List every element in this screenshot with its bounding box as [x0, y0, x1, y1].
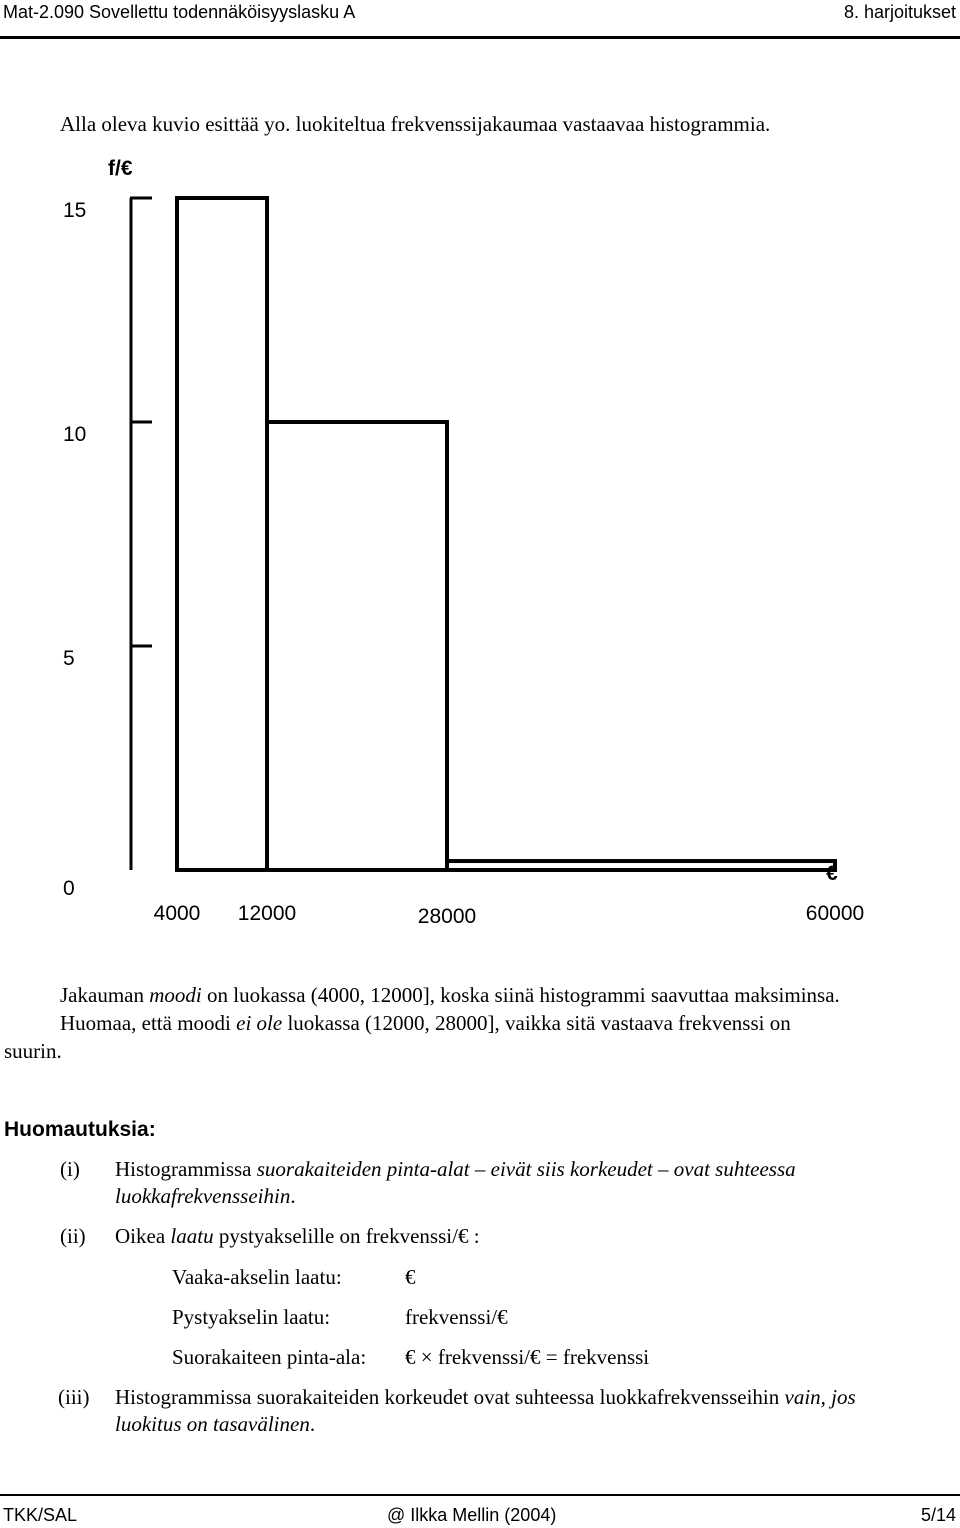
x-axis-title: € — [826, 862, 838, 885]
intro-text: Alla oleva kuvio esittää yo. luokiteltua frekvenssijakaumaa vastaavaa histogrammia. — [60, 112, 771, 136]
y-axis-title: f/€ — [108, 157, 133, 180]
remark-3-italic-cont: luokitus on tasavälinen — [115, 1412, 310, 1436]
term-jos: jos — [831, 1385, 856, 1409]
quality-row-area-label: Suorakaiteen pinta-ala: — [172, 1345, 367, 1369]
footer-page-number: 5/14 — [920, 1505, 956, 1525]
x-tick-label-60000: 60000 — [805, 902, 865, 925]
remark-3-mid: , — [820, 1385, 832, 1409]
remark-2-post: pystyakselille on frekvenssi/€ : — [213, 1224, 480, 1248]
header-rule — [0, 36, 960, 39]
histogram-chart — [0, 140, 960, 940]
header-exercise-title: 8. harjoitukset — [843, 2, 956, 22]
remarks-heading: Huomautuksia: — [4, 1118, 156, 1141]
mode-paragraph-line1 — [60, 983, 840, 1008]
y-tick-label-10: 10 — [63, 423, 87, 446]
remark-1-post: . — [290, 1184, 296, 1208]
remark-2-number: (ii) — [60, 1224, 86, 1248]
remark-3-number: (iii) — [58, 1385, 90, 1409]
x-tick-label-4000: 4000 — [153, 902, 201, 925]
remark-3-line2 — [115, 1412, 315, 1437]
quality-row-horizontal-label: Vaaka-akselin laatu: — [172, 1265, 342, 1289]
remark-2-line1 — [115, 1224, 480, 1249]
footer-rule — [0, 1494, 960, 1496]
histogram-bar-3 — [447, 861, 835, 870]
remark-3-line1 — [115, 1385, 856, 1410]
remark-1-line2 — [115, 1184, 296, 1209]
y-tick-label-15: 15 — [63, 199, 87, 222]
line2-post: luokassa (12000, 28000], vaikka sitä vastaava frekvenssi on — [282, 1011, 791, 1035]
term-moodi: moodi — [149, 983, 202, 1007]
x-tick-label-28000: 28000 — [417, 905, 477, 928]
line1-post: on luokassa (4000, 12000], koska siinä histogrammi saavuttaa maksiminsa. — [201, 983, 840, 1007]
remark-1-italic: suorakaiteiden pinta-alat – eivät siis korkeudet – ovat suhteessa — [256, 1157, 796, 1181]
term-vain: vain — [784, 1385, 821, 1409]
remark-1-line1 — [115, 1157, 796, 1182]
quality-row-vertical-label: Pystyakselin laatu: — [172, 1305, 331, 1329]
quality-row-horizontal-value: € — [405, 1265, 416, 1289]
remark-1-pre: Histogrammissa — [115, 1157, 257, 1181]
quality-row-vertical-value: frekvenssi/€ — [405, 1305, 508, 1329]
term-ei-ole: ei ole — [236, 1011, 283, 1035]
histogram-bar-1 — [177, 198, 267, 870]
quality-row-area-value: € × frekvenssi/€ = frekvenssi — [405, 1345, 650, 1369]
remark-1-number: (i) — [60, 1157, 80, 1181]
line2-pre: Huomaa, että moodi — [60, 1011, 237, 1035]
histogram-bar-2 — [267, 422, 447, 870]
line1-pre: Jakauman — [60, 983, 150, 1007]
remark-3-post: . — [309, 1412, 316, 1436]
remark-2-pre: Oikea — [115, 1224, 171, 1248]
x-tick-label-12000: 12000 — [237, 902, 297, 925]
footer-institution: TKK/SAL — [3, 1505, 78, 1525]
remark-3-pre: Histogrammissa suorakaiteiden korkeudet ovat suhteessa luokkafrekvensseihin — [115, 1385, 785, 1409]
term-laatu: laatu — [170, 1224, 214, 1248]
footer-author: @ Ilkka Mellin (2004) — [387, 1505, 557, 1525]
remark-1-italic-cont: luokkafrekvensseihin — [115, 1184, 291, 1208]
mode-paragraph-line3: suurin. — [4, 1039, 62, 1063]
y-tick-label-0: 0 — [63, 877, 75, 900]
y-tick-label-5: 5 — [63, 647, 75, 670]
mode-paragraph-line2 — [60, 1011, 791, 1036]
header-course-title: Mat-2.090 Sovellettu todennäköisyyslasku A — [3, 2, 356, 22]
